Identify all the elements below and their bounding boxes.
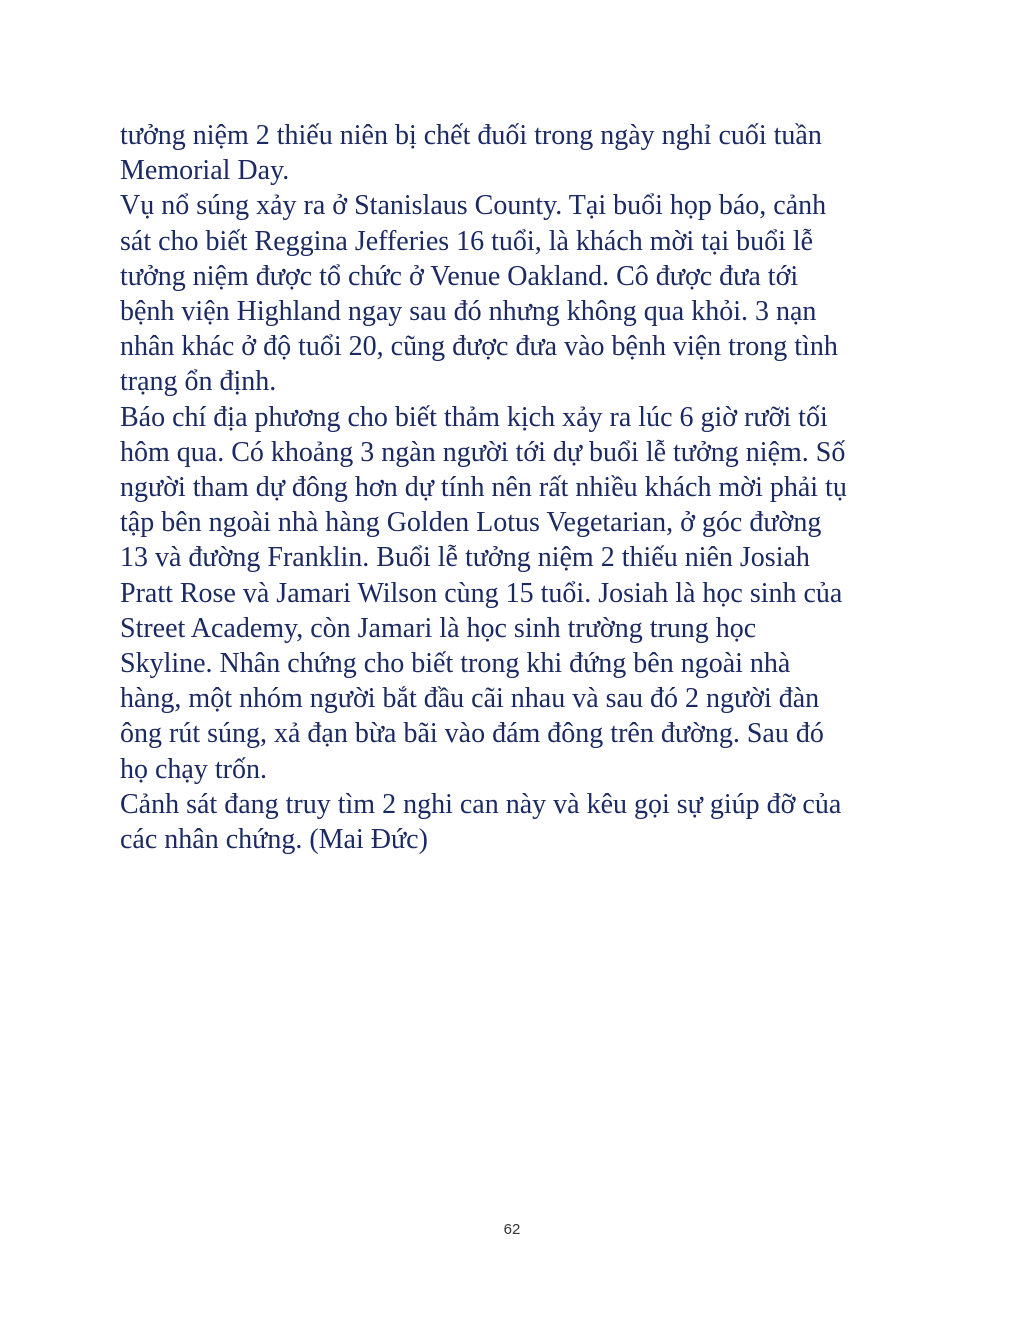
- page-number: 62: [503, 1221, 521, 1238]
- text-line: Memorial Day.: [120, 155, 290, 187]
- text-line: họ chạy trốn.: [120, 753, 267, 785]
- text-line: ông rút súng, xả đạn bừa bãi vào đám đông trên đường. Sau đó: [120, 718, 824, 750]
- text-line: Street Academy, còn Jamari là học sinh trường trung học: [120, 612, 757, 644]
- text-line: hàng, một nhóm người bắt đầu cãi nhau và sau đó 2 người đàn: [120, 683, 820, 715]
- text-line: tưởng niệm được tổ chức ở Venue Oakland. Cô được đưa tới: [120, 260, 799, 292]
- text-line: nhân khác ở độ tuổi 20, cũng được đưa vào bệnh viện trong tình: [120, 331, 838, 363]
- text-line: trạng ổn định.: [120, 366, 277, 398]
- text-line: bệnh viện Highland ngay sau đó nhưng không qua khỏi. 3 nạn: [120, 296, 817, 328]
- text-line: 13 và đường Franklin. Buổi lễ tưởng niệm 2 thiếu niên Josiah: [120, 542, 810, 574]
- text-line: tập bên ngoài nhà hàng Golden Lotus Vegetarian, ở góc đường: [120, 507, 822, 539]
- text-line: tưởng niệm 2 thiếu niên bị chết đuối trong ngày nghỉ cuối tuần: [120, 120, 822, 151]
- text-line: sát cho biết Reggina Jefferies 16 tuổi, là khách mời tại buổi lễ: [120, 225, 814, 257]
- text-line: Cảnh sát đang truy tìm 2 nghi can này và kêu gọi sự giúp đỡ của: [120, 788, 842, 820]
- text-line: Skyline. Nhân chứng cho biết trong khi đứng bên ngoài nhà: [120, 648, 791, 680]
- text-line: người tham dự đông hơn dự tính nên rất nhiều khách mời phải tụ: [120, 472, 847, 504]
- text-line: Pratt Rose và Jamari Wilson cùng 15 tuổi. Josiah là học sinh của: [120, 577, 843, 609]
- article-body: [120, 118, 920, 857]
- text-line: Vụ nổ súng xảy ra ở Stanislaus County. Tại buổi họp báo, cảnh: [120, 190, 827, 222]
- text-line: các nhân chứng. (Mai Đức): [120, 824, 428, 856]
- text-line: Báo chí địa phương cho biết thảm kịch xảy ra lúc 6 giờ rưỡi tối: [120, 401, 828, 433]
- text-line: hôm qua. Có khoảng 3 ngàn người tới dự buổi lễ tưởng niệm. Số: [120, 436, 846, 468]
